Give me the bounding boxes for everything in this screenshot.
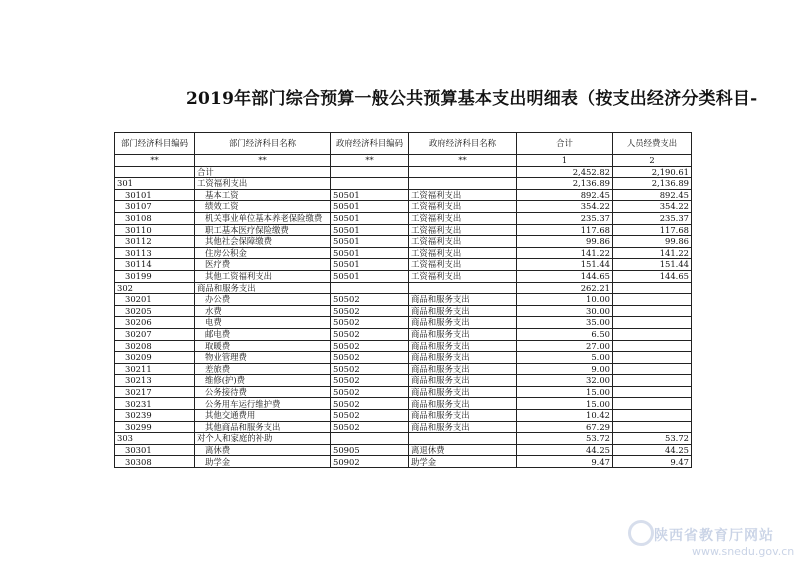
cell-gov-code: 50501 <box>331 189 409 201</box>
cell-gov-name: 离退休费 <box>409 444 517 456</box>
cell-dept-code: 30114 <box>115 259 195 271</box>
cell-gov-code <box>331 166 409 178</box>
table-row <box>115 421 692 433</box>
table-body <box>115 155 692 468</box>
cell-gov-name: 工资福利支出 <box>409 259 517 271</box>
cell-personnel: 354.22 <box>613 201 692 213</box>
header-gov-name: 政府经济科目名称 <box>409 133 517 155</box>
cell-gov-code: 50502 <box>331 421 409 433</box>
cell-dept-code: 30101 <box>115 189 195 201</box>
cell-dept-name: 其他交通费用 <box>195 410 331 422</box>
table-row <box>115 224 692 236</box>
cell-personnel: 9.47 <box>613 456 692 468</box>
cell-personnel <box>613 328 692 340</box>
table-row <box>115 212 692 224</box>
cell-total: 67.29 <box>517 421 613 433</box>
header-dept-name: 部门经济科目名称 <box>195 133 331 155</box>
table-row <box>115 317 692 329</box>
cell-personnel <box>613 363 692 375</box>
marker-cell: 1 <box>517 155 613 167</box>
cell-gov-name: 商品和服务支出 <box>409 294 517 306</box>
cell-total: 27.00 <box>517 340 613 352</box>
cell-dept-name: 物业管理费 <box>195 352 331 364</box>
cell-dept-name: 其他工资福利支出 <box>195 270 331 282</box>
cell-gov-code: 50502 <box>331 328 409 340</box>
cell-dept-code: 30206 <box>115 317 195 329</box>
cell-dept-name: 工资福利支出 <box>195 178 331 190</box>
cell-total: 30.00 <box>517 305 613 317</box>
cell-gov-name: 工资福利支出 <box>409 247 517 259</box>
table-row <box>115 398 692 410</box>
cell-total: 151.44 <box>517 259 613 271</box>
cell-personnel <box>613 340 692 352</box>
cell-dept-code: 30209 <box>115 352 195 364</box>
cell-dept-code: 30110 <box>115 224 195 236</box>
watermark-url: www.snedu.gov.cn <box>692 545 795 558</box>
cell-total: 9.47 <box>517 456 613 468</box>
cell-personnel: 892.45 <box>613 189 692 201</box>
cell-gov-code: 50502 <box>331 305 409 317</box>
cell-personnel: 117.68 <box>613 224 692 236</box>
cell-gov-name: 商品和服务支出 <box>409 352 517 364</box>
table-row <box>115 386 692 398</box>
marker-cell: ** <box>409 155 517 167</box>
cell-gov-code: 50902 <box>331 456 409 468</box>
cell-total: 892.45 <box>517 189 613 201</box>
table-row <box>115 294 692 306</box>
cell-gov-name: 工资福利支出 <box>409 189 517 201</box>
cell-gov-name: 助学金 <box>409 456 517 468</box>
watermark-logo-icon <box>628 520 654 546</box>
table-row <box>115 363 692 375</box>
cell-total: 2,136.89 <box>517 178 613 190</box>
table-row <box>115 352 692 364</box>
cell-total: 262.21 <box>517 282 613 294</box>
cell-gov-name <box>409 166 517 178</box>
table-row <box>115 410 692 422</box>
header-personnel: 人员经费支出 <box>613 133 692 155</box>
cell-total: 354.22 <box>517 201 613 213</box>
cell-gov-code <box>331 282 409 294</box>
table-row <box>115 282 692 294</box>
cell-gov-name: 商品和服务支出 <box>409 340 517 352</box>
cell-personnel <box>613 282 692 294</box>
cell-dept-name: 差旅费 <box>195 363 331 375</box>
cell-gov-name: 商品和服务支出 <box>409 398 517 410</box>
cell-dept-code <box>115 166 195 178</box>
cell-gov-code: 50501 <box>331 236 409 248</box>
cell-gov-name <box>409 282 517 294</box>
marker-row <box>115 155 692 167</box>
cell-dept-code: 301 <box>115 178 195 190</box>
cell-dept-name: 医疗费 <box>195 259 331 271</box>
cell-personnel: 151.44 <box>613 259 692 271</box>
cell-dept-code: 30199 <box>115 270 195 282</box>
table-row <box>115 166 692 178</box>
cell-dept-name: 助学金 <box>195 456 331 468</box>
cell-gov-code: 50502 <box>331 363 409 375</box>
cell-dept-code: 30208 <box>115 340 195 352</box>
cell-personnel: 2,190.61 <box>613 166 692 178</box>
cell-total: 117.68 <box>517 224 613 236</box>
cell-personnel <box>613 352 692 364</box>
cell-gov-code: 50502 <box>331 410 409 422</box>
cell-total: 9.00 <box>517 363 613 375</box>
cell-personnel <box>613 375 692 387</box>
cell-dept-name: 水费 <box>195 305 331 317</box>
cell-dept-code: 30112 <box>115 236 195 248</box>
table-row <box>115 444 692 456</box>
cell-gov-name: 商品和服务支出 <box>409 410 517 422</box>
cell-dept-name: 邮电费 <box>195 328 331 340</box>
table-row <box>115 178 692 190</box>
cell-dept-code: 30231 <box>115 398 195 410</box>
cell-dept-name: 其他社会保障缴费 <box>195 236 331 248</box>
cell-dept-name: 电费 <box>195 317 331 329</box>
cell-gov-code: 50501 <box>331 270 409 282</box>
table-row <box>115 259 692 271</box>
cell-gov-code: 50502 <box>331 294 409 306</box>
cell-gov-name: 商品和服务支出 <box>409 386 517 398</box>
marker-cell: 2 <box>613 155 692 167</box>
cell-gov-name: 商品和服务支出 <box>409 421 517 433</box>
cell-dept-code: 30211 <box>115 363 195 375</box>
table-row <box>115 236 692 248</box>
cell-dept-code: 30108 <box>115 212 195 224</box>
cell-dept-name: 商品和服务支出 <box>195 282 331 294</box>
cell-total: 2,452.82 <box>517 166 613 178</box>
cell-gov-code: 50502 <box>331 317 409 329</box>
cell-gov-code: 50501 <box>331 259 409 271</box>
cell-dept-code: 30201 <box>115 294 195 306</box>
cell-total: 5.00 <box>517 352 613 364</box>
table-row <box>115 189 692 201</box>
watermark-text: 陕西省教育厅网站 <box>654 528 774 544</box>
cell-gov-code: 50501 <box>331 212 409 224</box>
cell-personnel: 141.22 <box>613 247 692 259</box>
cell-total: 15.00 <box>517 386 613 398</box>
cell-personnel <box>613 294 692 306</box>
cell-gov-name: 工资福利支出 <box>409 236 517 248</box>
cell-gov-name <box>409 433 517 445</box>
cell-personnel: 235.37 <box>613 212 692 224</box>
cell-dept-code: 30207 <box>115 328 195 340</box>
cell-personnel: 99.86 <box>613 236 692 248</box>
table-row <box>115 201 692 213</box>
cell-dept-name: 维修(护)费 <box>195 375 331 387</box>
table-row <box>115 270 692 282</box>
marker-cell: ** <box>331 155 409 167</box>
cell-gov-code: 50905 <box>331 444 409 456</box>
budget-table <box>114 132 692 468</box>
cell-personnel <box>613 398 692 410</box>
cell-gov-code <box>331 433 409 445</box>
cell-dept-code: 30205 <box>115 305 195 317</box>
cell-gov-name: 工资福利支出 <box>409 201 517 213</box>
cell-gov-name <box>409 178 517 190</box>
cell-gov-code: 50501 <box>331 247 409 259</box>
cell-dept-name: 取暖费 <box>195 340 331 352</box>
cell-gov-name: 商品和服务支出 <box>409 363 517 375</box>
cell-dept-name: 绩效工资 <box>195 201 331 213</box>
cell-gov-name: 工资福利支出 <box>409 224 517 236</box>
table-row <box>115 340 692 352</box>
cell-dept-name: 离休费 <box>195 444 331 456</box>
marker-cell: ** <box>115 155 195 167</box>
cell-dept-name: 对个人和家庭的补助 <box>195 433 331 445</box>
cell-personnel: 44.25 <box>613 444 692 456</box>
header-dept-code: 部门经济科目编码 <box>115 133 195 155</box>
header-total: 合计 <box>517 133 613 155</box>
table-row <box>115 247 692 259</box>
cell-total: 6.50 <box>517 328 613 340</box>
cell-dept-name: 其他商品和服务支出 <box>195 421 331 433</box>
cell-dept-code: 30217 <box>115 386 195 398</box>
cell-gov-code: 50502 <box>331 352 409 364</box>
cell-gov-code: 50502 <box>331 375 409 387</box>
cell-dept-name: 合计 <box>195 166 331 178</box>
cell-dept-code: 30299 <box>115 421 195 433</box>
cell-personnel: 53.72 <box>613 433 692 445</box>
cell-dept-code: 30239 <box>115 410 195 422</box>
cell-total: 15.00 <box>517 398 613 410</box>
cell-personnel <box>613 386 692 398</box>
cell-dept-code: 30107 <box>115 201 195 213</box>
cell-total: 35.00 <box>517 317 613 329</box>
cell-dept-name: 公务用车运行维护费 <box>195 398 331 410</box>
cell-gov-code <box>331 178 409 190</box>
cell-gov-code: 50502 <box>331 386 409 398</box>
cell-personnel <box>613 410 692 422</box>
cell-gov-name: 工资福利支出 <box>409 212 517 224</box>
cell-dept-code: 30113 <box>115 247 195 259</box>
table-row <box>115 433 692 445</box>
table-row <box>115 375 692 387</box>
cell-gov-name: 商品和服务支出 <box>409 328 517 340</box>
cell-personnel: 144.65 <box>613 270 692 282</box>
cell-dept-code: 302 <box>115 282 195 294</box>
cell-dept-name: 基本工资 <box>195 189 331 201</box>
cell-dept-name: 公务接待费 <box>195 386 331 398</box>
cell-dept-name: 职工基本医疗保险缴费 <box>195 224 331 236</box>
cell-gov-name: 商品和服务支出 <box>409 375 517 387</box>
cell-personnel <box>613 317 692 329</box>
cell-gov-name: 商品和服务支出 <box>409 317 517 329</box>
table-header <box>115 133 692 155</box>
cell-gov-code: 50502 <box>331 340 409 352</box>
cell-personnel: 2,136.89 <box>613 178 692 190</box>
marker-cell: ** <box>195 155 331 167</box>
cell-dept-code: 30213 <box>115 375 195 387</box>
cell-gov-name: 工资福利支出 <box>409 270 517 282</box>
cell-dept-code: 30301 <box>115 444 195 456</box>
cell-dept-name: 办公费 <box>195 294 331 306</box>
header-gov-code: 政府经济科目编码 <box>331 133 409 155</box>
cell-total: 53.72 <box>517 433 613 445</box>
cell-total: 10.00 <box>517 294 613 306</box>
cell-dept-code: 30308 <box>115 456 195 468</box>
cell-gov-code: 50501 <box>331 224 409 236</box>
cell-total: 235.37 <box>517 212 613 224</box>
cell-total: 44.25 <box>517 444 613 456</box>
cell-gov-name: 商品和服务支出 <box>409 305 517 317</box>
cell-total: 32.00 <box>517 375 613 387</box>
cell-dept-name: 住房公积金 <box>195 247 331 259</box>
table-row <box>115 456 692 468</box>
cell-dept-code: 303 <box>115 433 195 445</box>
cell-personnel <box>613 305 692 317</box>
cell-total: 141.22 <box>517 247 613 259</box>
cell-total: 10.42 <box>517 410 613 422</box>
table-row <box>115 305 692 317</box>
cell-dept-name: 机关事业单位基本养老保险缴费 <box>195 212 331 224</box>
document-title: 2019年部门综合预算一般公共预算基本支出明细表（按支出经济分类科目- <box>186 89 758 109</box>
cell-gov-code: 50502 <box>331 398 409 410</box>
table-row <box>115 328 692 340</box>
cell-total: 144.65 <box>517 270 613 282</box>
cell-gov-code: 50501 <box>331 201 409 213</box>
cell-personnel <box>613 421 692 433</box>
cell-total: 99.86 <box>517 236 613 248</box>
